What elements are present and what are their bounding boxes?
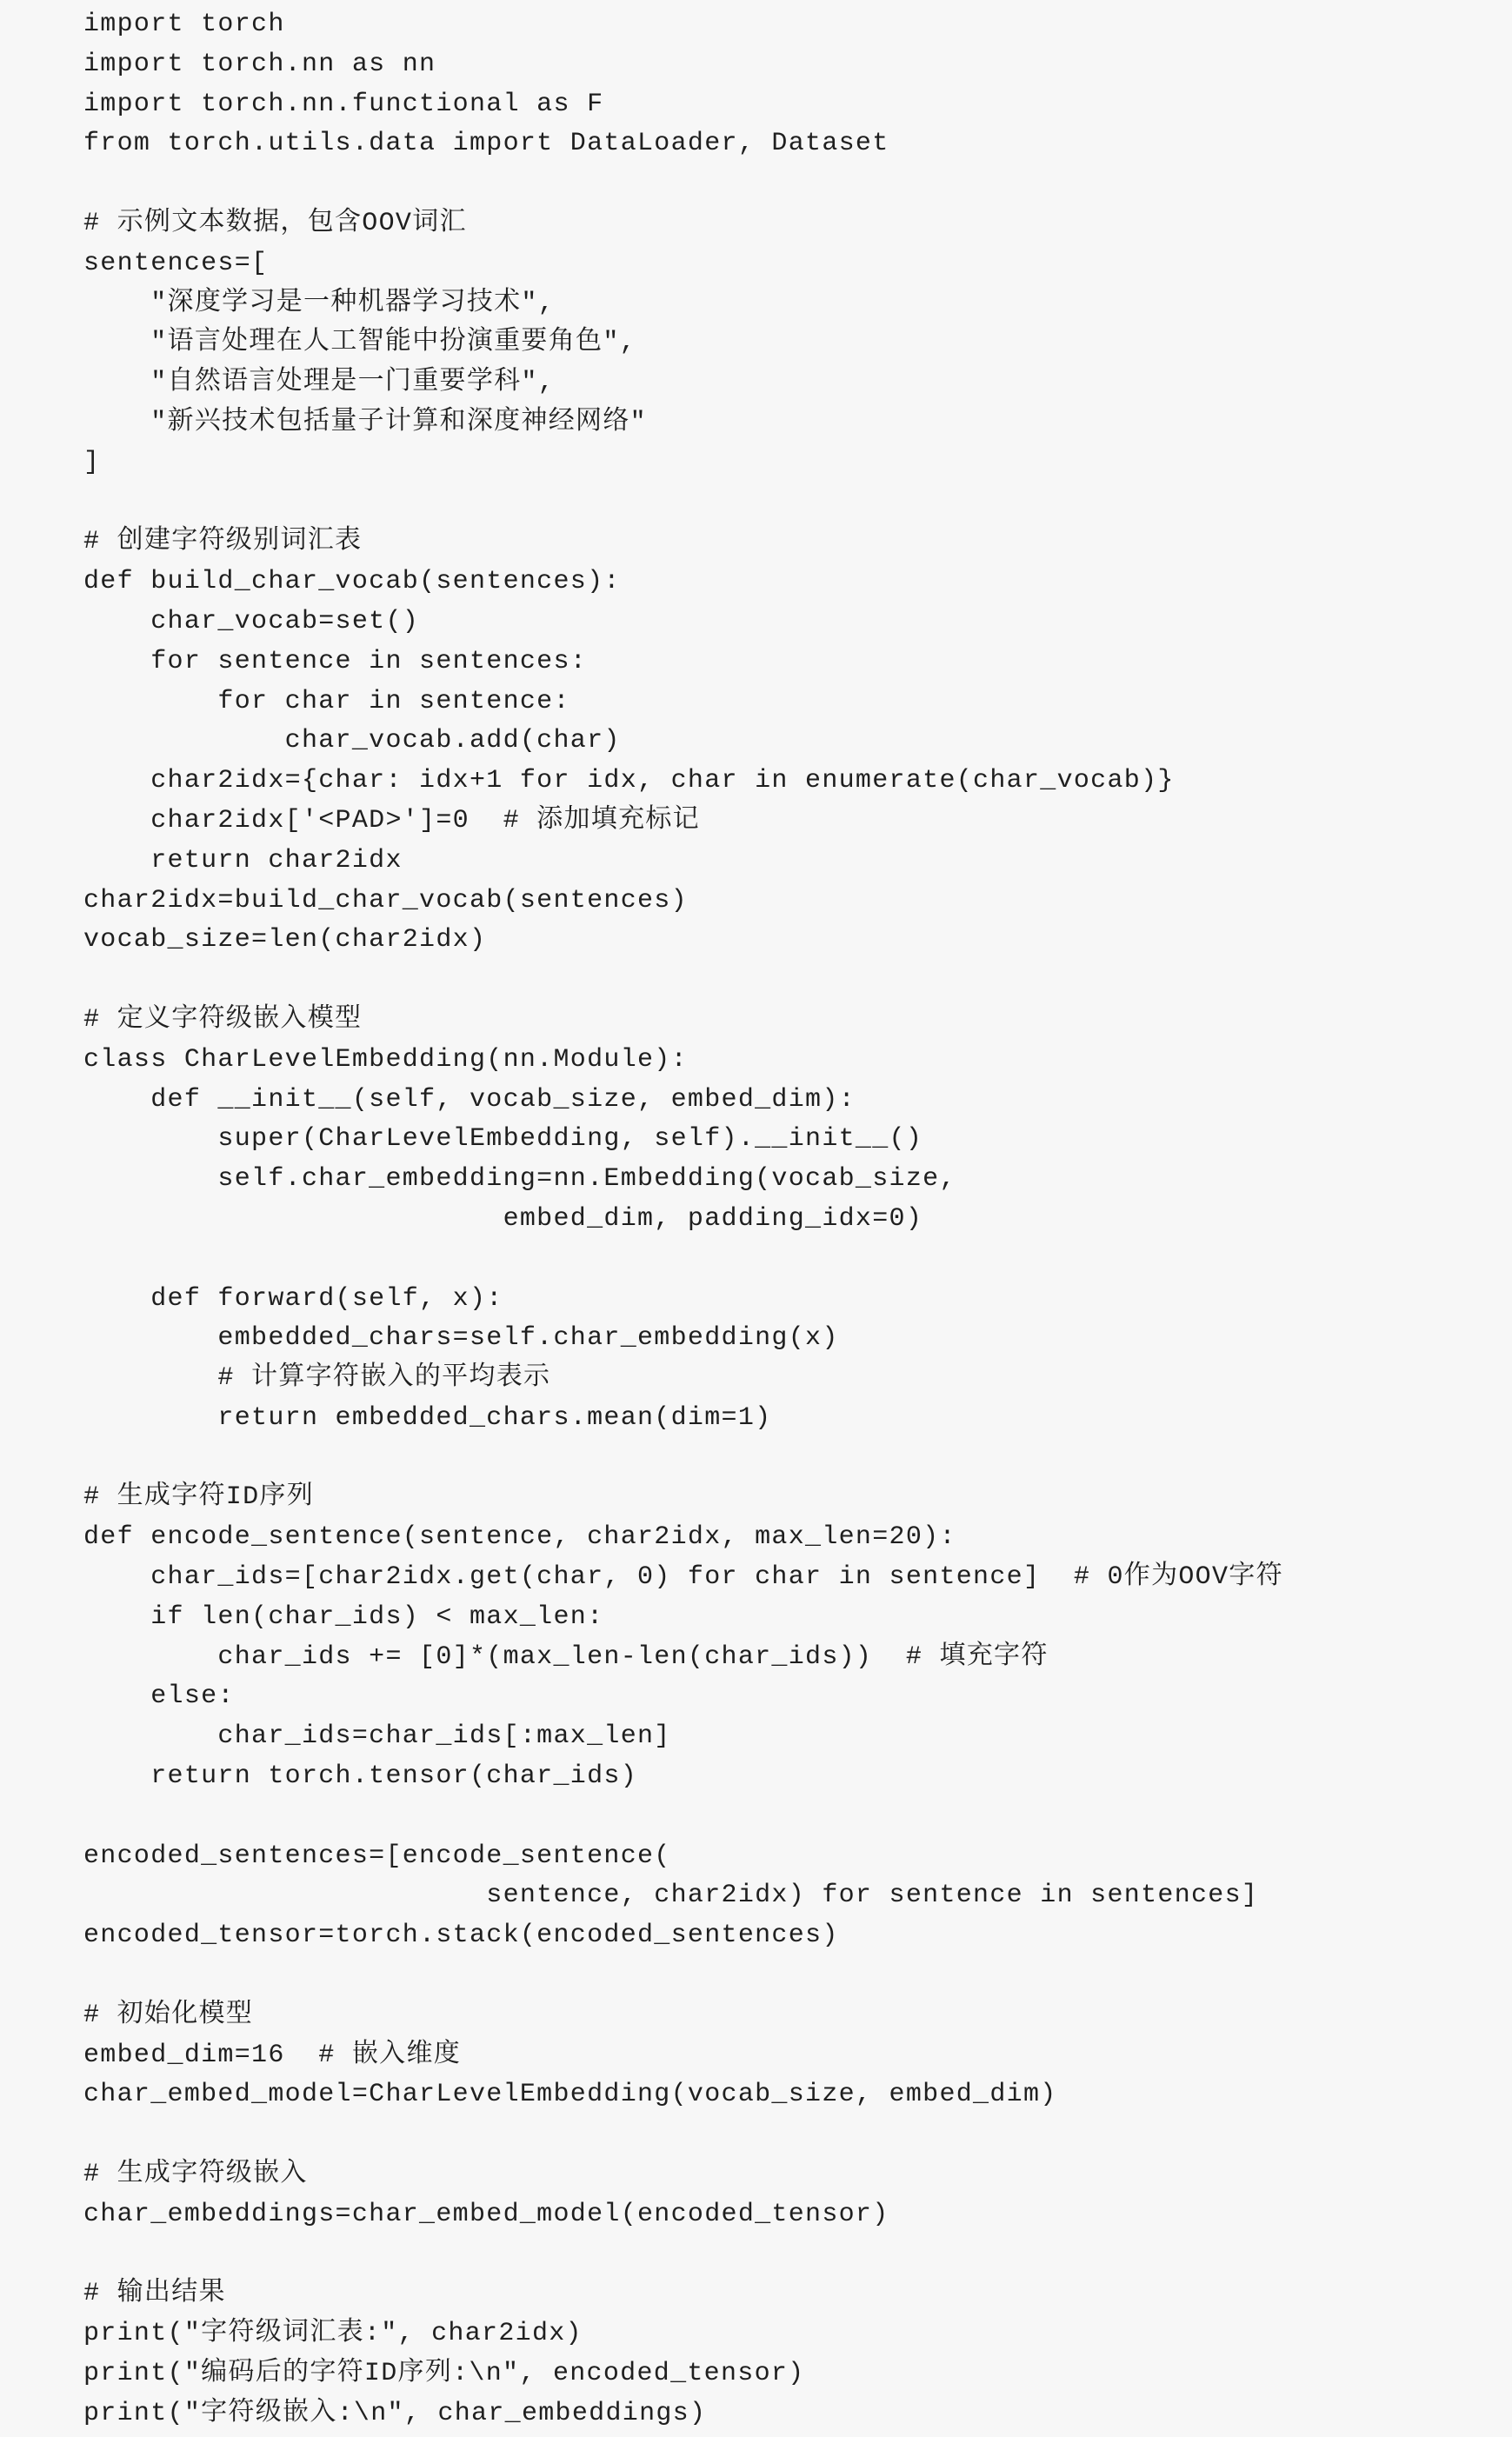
code-line: # 初始化模型 — [83, 2000, 254, 2030]
code-line: def encode_sentence(sentence, char2idx, max_len=20): — [83, 1522, 956, 1553]
code-line: for sentence in sentences: — [83, 646, 588, 676]
code-line: # 计算字符嵌入的平均表示 — [83, 1363, 551, 1394]
code-line: print("字符级嵌入:\n", char_embeddings) — [83, 2398, 707, 2428]
code-lines — [83, 5, 1283, 2434]
code-line: encoded_tensor=torch.stack(encoded_sentences) — [83, 1921, 839, 1951]
code-line: "深度学习是一种机器学习技术", — [83, 288, 556, 318]
code-line: char_ids=[char2idx.get(char, 0) for char in sentence] # 0作为OOV字符 — [83, 1562, 1283, 1593]
code-line — [83, 961, 1283, 1001]
code-line: embedded_chars=self.char_embedding(x) — [83, 1323, 839, 1354]
code-line: embed_dim=16 # 嵌入维度 — [83, 2040, 462, 2070]
code-line: char_vocab=set() — [83, 606, 420, 636]
code-line — [83, 1797, 1283, 1837]
code-line: print("字符级词汇表:", char2idx) — [83, 2319, 583, 2349]
code-line: embed_dim, padding_idx=0) — [83, 1203, 923, 1234]
code-line: # 示例文本数据，包含OOV词汇 — [83, 208, 467, 238]
code-line: vocab_size=len(char2idx) — [83, 925, 487, 955]
code-line: "新兴技术包括量子计算和深度神经网络" — [83, 407, 647, 437]
code-line: "语言处理在人工智能中扮演重要角色", — [83, 328, 636, 358]
code-line: ] — [83, 447, 101, 477]
code-line: self.char_embedding=nn.Embedding(vocab_size, — [83, 1164, 956, 1195]
code-line: if len(char_ids) < max_len: — [83, 1601, 604, 1632]
code-line — [83, 2235, 1283, 2275]
code-line: print("编码后的字符ID序列:\n", encoded_tensor) — [83, 2359, 805, 2389]
code-line: # 创建字符级别词汇表 — [83, 527, 363, 557]
code-line — [83, 1439, 1283, 1479]
code-line: for char in sentence: — [83, 686, 570, 716]
code-line: char_embeddings=char_embed_model(encoded_tensor) — [83, 2199, 889, 2229]
code-line: # 生成字符ID序列 — [83, 1482, 315, 1513]
code-line — [83, 1956, 1283, 1996]
code-line: char2idx={char: idx+1 for idx, char in enumerate(char_vocab)} — [83, 766, 1175, 796]
code-line: return embedded_chars.mean(dim=1) — [83, 1402, 772, 1433]
code-line — [83, 483, 1283, 523]
code-line: super(CharLevelEmbedding, self).__init__() — [83, 1124, 923, 1155]
code-line: sentence, char2idx) for sentence in sentences] — [83, 1881, 1259, 1911]
code-line: char_embed_model=CharLevelEmbedding(vocab_size, embed_dim) — [83, 2080, 1057, 2110]
code-line: char_vocab.add(char) — [83, 726, 621, 756]
code-line — [83, 1240, 1283, 1280]
code-line: # 定义字符级嵌入模型 — [83, 1004, 363, 1035]
code-line: # 输出结果 — [83, 2279, 226, 2309]
code-line: from torch.utils.data import DataLoader, Dataset — [83, 129, 889, 159]
code-line: sentences=[ — [83, 248, 269, 278]
code-line — [83, 2115, 1283, 2155]
code-line: class CharLevelEmbedding(nn.Module): — [83, 1044, 688, 1075]
code-line: return char2idx — [83, 845, 403, 876]
code-line: else: — [83, 1681, 235, 1712]
code-line: "自然语言处理是一门重要学科", — [83, 368, 556, 398]
code-line: def build_char_vocab(sentences): — [83, 567, 621, 597]
code-line: import torch.nn as nn — [83, 49, 436, 79]
code-line: char2idx['<PAD>']=0 # 添加填充标记 — [83, 805, 700, 836]
code-line: # 生成字符级嵌入 — [83, 2160, 308, 2190]
code-line: import torch.nn.functional as F — [83, 89, 604, 119]
code-line — [83, 164, 1283, 204]
code-line: return torch.tensor(char_ids) — [83, 1761, 637, 1792]
code-line: char2idx=build_char_vocab(sentences) — [83, 885, 688, 916]
code-line: import torch — [83, 10, 285, 39]
code-line: def __init__(self, vocab_size, embed_dim): — [83, 1084, 856, 1115]
code-line: char_ids += [0]*(max_len-len(char_ids)) # 填充字符 — [83, 1641, 1049, 1672]
code-line: def forward(self, x): — [83, 1283, 503, 1314]
code-line: char_ids=char_ids[:max_len] — [83, 1721, 671, 1752]
code-line: encoded_sentences=[encode_sentence( — [83, 1841, 671, 1871]
